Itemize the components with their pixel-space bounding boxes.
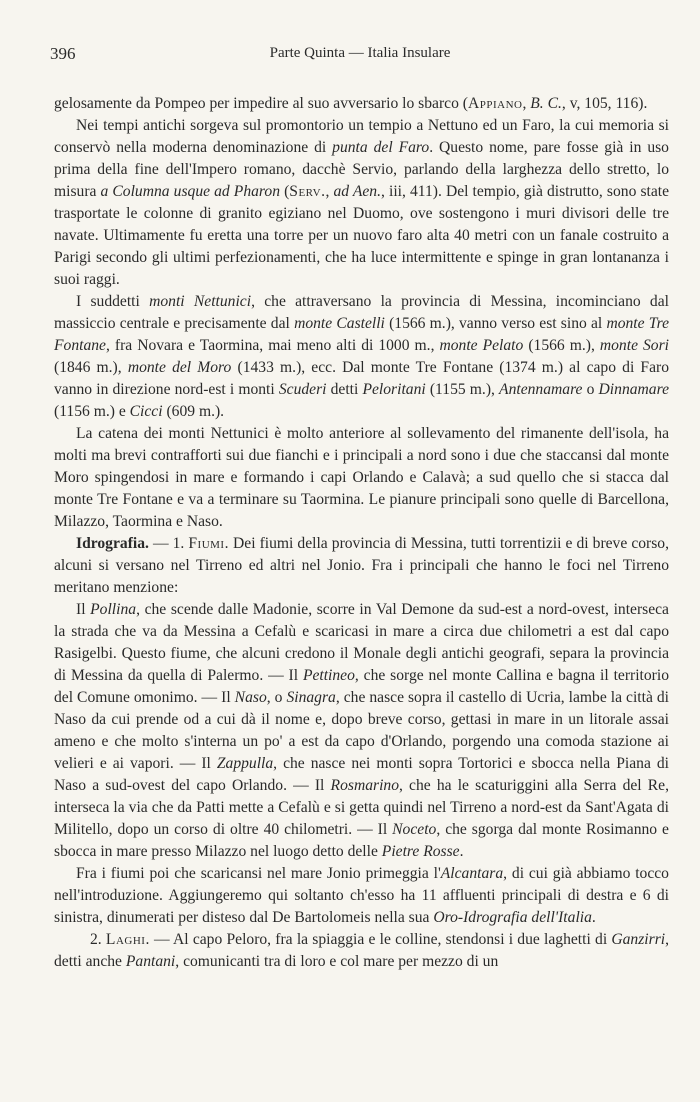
page-body xyxy=(54,93,669,973)
paragraph-catena: La catena dei monti Nettunici è molto anteriore al sollevamento del rimanente dell'isola, ha molti ma brevi contrafforti sui due fianchi e i principali a nord sono i due che staccansi dal monte Moro spingendosi in mare e formando i capi Orlando e Calavà; a sud quello che si stacca dal monte Tre Fontane e va a terminare su Taormina. Le pianure principali sono quelle di Barcellona, Milazzo, Taormina e Naso. xyxy=(54,425,669,530)
paragraph-laghi: 2. Laghi. — Al capo Peloro, fra la spiaggia e le colline, stendonsi i due laghetti di Ganzirri, detti anche Pantani, comunicanti tra di loro e col mare per mezzo di un xyxy=(54,931,670,970)
paragraph-idrografia: Idrografia. — 1. Fiumi. Dei fiumi della provincia di Messina, tutti torrentizii e di breve corso, alcuni si versano nel Tirreno ed altri nel Jonio. Fra i principali che hanno le foci nel Tirreno meritano menzione: xyxy=(54,535,669,596)
page-header xyxy=(50,44,670,66)
page-number: 396 xyxy=(50,44,76,63)
paragraph-faro: Nei tempi antichi sorgeva sul promontorio un tempio a Nettuno ed un Faro, la cui memoria si conservò nella moderna denominazione di punta del Faro. Questo nome, pare fosse già in uso prima della fine dell'Impero romano, dacchè Servio, parlando della larghezza dello stretto, lo misura a Columna usque ad Pharon (Serv., ad Aen., iii, 411). Del tempio, già distrutto, sono state trasportate le colonne di granito egiziano nel Duomo, ove sostengono i muri divisori delle tre navate. Ultimamente fu eretta una torre per un nuovo faro alta 40 metri con un fanale costruito a Parigi secondo gli ultimi perfezionamenti, che ha luce intermittente e spinge in gran lontananza i suoi raggi. xyxy=(54,117,670,288)
paragraph-fiumi-tirreno: Il Pollina, che scende dalle Madonie, scorre in Val Demone da sud-est a nord-ovest, interseca la strada che va da Messina a Cefalù e scaricasi in mare a circa due chilometri a est dal capo Rasigelbi. Questo fiume, che alcuni credono il Monale degli antichi geografi, separa la provincia di Messina da quella di Palermo. — Il Pettineo, che sorge nel monte Callina e bagna il territorio del Comune omonimo. — Il Naso, o Sinagra, che nasce sopra il castello di Ucria, lambe la città di Naso da cui prende od a cui dà il nome e, dopo breve corso, gettasi in mare in un litorale assai ameno e che molto s'interna un po' a est da capo d'Orlando, porgendo una comoda stazione ai velieri e ai vapori. — Il Zappulla, che nasce nei monti sopra Tortorici e sbocca nella Piana di Naso a sud-ovest del capo Orlando. — Il Rosmarino, che ha le scaturiggini alla Serra del Re, interseca la via che da Patti mette a Cefalù e si getta quindi nel Tirreno a nord-est da Sant'Agata di Militello, dopo un corso di oltre 40 chilometri. — Il Noceto, che sgorga dal monte Rosimanno e sbocca in mare presso Milazzo nel luogo detto delle Pietre Rosse. xyxy=(54,601,670,860)
paragraph-monti-nettunici: I suddetti monti Nettunici, che attraversano la provincia di Messina, incominciano dal massiccio centrale e precisamente dal monte Castelli (1566 m.), vanno verso est sino al monte Tre Fontane, fra Novara e Taormina, mai meno alti di 1000 m., monte Pelato (1566 m.), monte Sori (1846 m.), monte del Moro (1433 m.), ecc. Dal monte Tre Fontane (1374 m.) al capo di Faro vanno in direzione nord-est i monti Scuderi detti Peloritani (1155 m.), Antennamare o Dinnamare (1156 m.) e Cicci (609 m.). xyxy=(54,293,670,420)
running-title: Parte Quinta — Italia Insulare xyxy=(269,45,451,61)
paragraph-fiumi-jonio: Fra i fiumi poi che scaricansi nel mare Jonio primeggia l'Alcantara, di cui già abbiamo tocco nell'introduzione. Aggiungeremo qui soltanto ch'esso ha 11 affluenti principali di destra e 6 di sinistra, dinumerati per disteso dal De Bartolomeis nella sua Oro-Idrografia dell'Italia. xyxy=(54,865,669,926)
paragraph-appiano-citation: gelosamente da Pompeo per impedire al suo avversario lo sbarco (Appiano, B. C., v, 105, 116). xyxy=(54,95,648,112)
section-heading-idrografia: Idrografia. xyxy=(76,535,149,552)
